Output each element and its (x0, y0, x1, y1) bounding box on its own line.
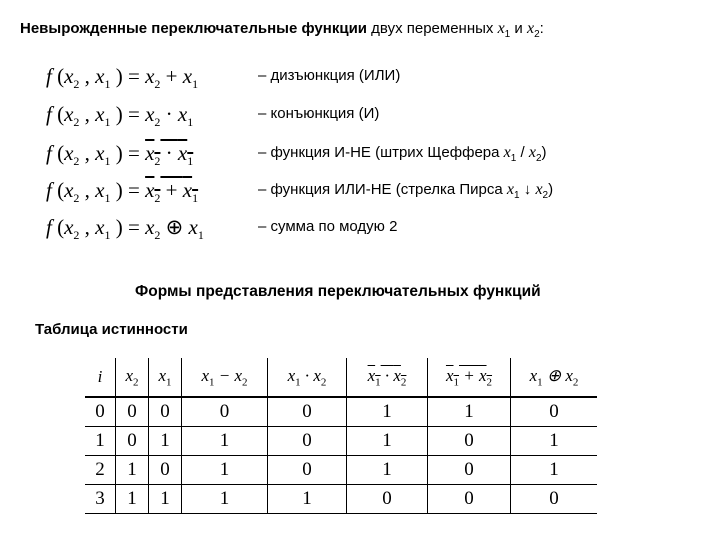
header-x1: $x_1$ (149, 358, 182, 397)
header-nor: $x_1 + x_2$ (428, 358, 511, 397)
heading-var-x1: x (497, 20, 505, 37)
heading-var-x2: x (526, 20, 535, 37)
header-i: i (85, 358, 116, 397)
header-x2: $x_2$ (116, 358, 149, 397)
desc-nor: – функция ИЛИ-НЕ (стрелка Пирса $x_1$ ↓ $x_2$) (258, 181, 554, 201)
header-xor: $x_1$ ⊕ $x_2$ (511, 358, 598, 397)
table-row: 3 1 1 1 1 0 0 0 (85, 485, 597, 514)
function-row-xor (46, 213, 686, 243)
function-row-or (46, 62, 686, 92)
formula-nand: f ($x_2$ , $x_1$ ) = $x_2 \cdot x_1$ (46, 141, 194, 169)
page-heading: Невырожденные переключательные функции двух переменных $x_1$ и $x_2$: (20, 20, 544, 40)
heading-rest: двух переменных (367, 20, 498, 37)
desc-xor: – сумма по модую 2 (258, 218, 398, 235)
header-x1-and-x2: $x_1 \cdot x_2$ (268, 358, 347, 397)
function-row-nand (46, 139, 686, 169)
formula-or: f ($x_2$ , $x_1$ ) = $x_2 + x_1$ (46, 64, 199, 92)
function-row-nor (46, 176, 686, 206)
truth-table-header (85, 358, 597, 397)
desc-or: – дизъюнкция (ИЛИ) (258, 67, 401, 84)
formula-and: f ($x_2$ , $x_1$ ) = $x_2 \cdot x_1$ (46, 102, 194, 130)
header-x1-minus-x2: $x_1 - x_2$ (182, 358, 268, 397)
table-row: 2 1 0 1 0 1 0 1 (85, 456, 597, 485)
table-row: 1 0 1 1 0 1 0 1 (85, 427, 597, 456)
formula-nor: f ($x_2$ , $x_1$ ) = $x_2 + x_1$ (46, 178, 199, 206)
table-row: 0 0 0 0 0 1 1 0 (85, 397, 597, 427)
truth-table-title: Таблица истинности (35, 321, 188, 338)
function-row-and (46, 100, 686, 130)
desc-nand: – функция И-НЕ (штрих Щеффера $x_1 / x_2$) (258, 144, 547, 164)
header-nand: $x_1 \cdot x_2$ (347, 358, 428, 397)
truth-table (85, 358, 597, 514)
desc-and: – конъюнкция (И) (258, 105, 380, 122)
formula-xor: f ($x_2$ , $x_1$ ) = $x_2$ ⊕ $x_1$ (46, 215, 204, 243)
forms-title: Формы представления переключательных функций (135, 283, 541, 300)
heading-bold: Невырожденные переключательные функции (20, 20, 368, 37)
